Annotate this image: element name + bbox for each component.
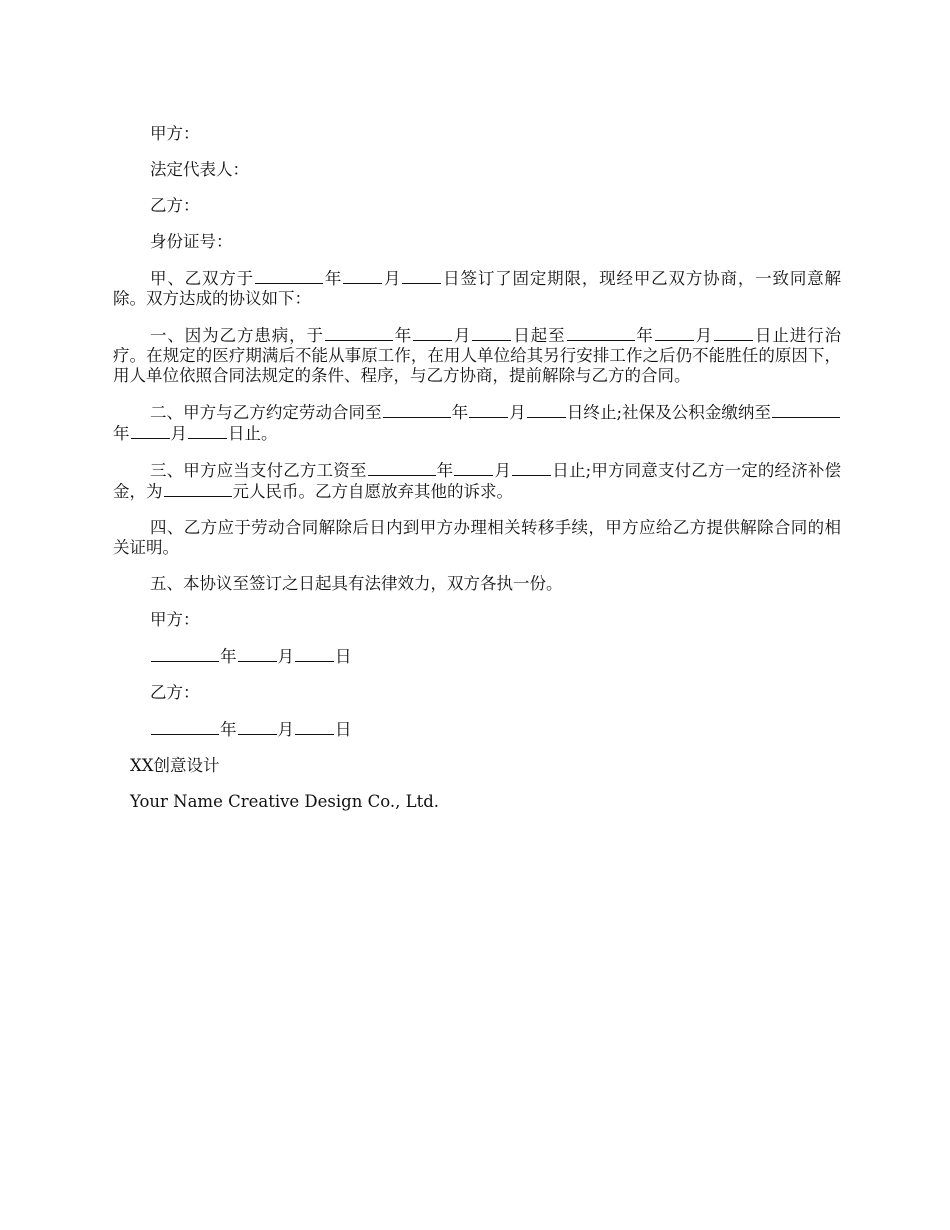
blank-day bbox=[402, 268, 441, 284]
company-name-en: Your Name Creative Design Co., Ltd. bbox=[130, 792, 440, 811]
blank-month bbox=[238, 646, 277, 662]
party-a-field: 甲方： bbox=[150, 124, 200, 143]
clause-2-text-3: 月 bbox=[509, 403, 526, 422]
blank-day bbox=[512, 460, 551, 476]
blank-year bbox=[151, 646, 219, 662]
blank-year bbox=[255, 268, 323, 284]
blank-month bbox=[655, 325, 694, 341]
clause-1-text-1: 一、因为乙方患病，于 bbox=[150, 326, 324, 345]
clause-2-text-2: 年 bbox=[451, 403, 469, 422]
legal-representative-field: 法定代表人： bbox=[150, 160, 249, 179]
clause-1-text-5: 年 bbox=[635, 326, 654, 345]
clause-1-text-3: 月 bbox=[453, 326, 472, 345]
intro-paragraph bbox=[113, 268, 841, 309]
intro-text-1: 甲、乙双方于 bbox=[150, 269, 254, 288]
clause-2-text-7: 日止。 bbox=[228, 424, 278, 443]
date-month-label: 月 bbox=[277, 720, 294, 739]
intro-text-2: 年 bbox=[324, 269, 343, 288]
party-b-field: 乙方： bbox=[150, 196, 200, 215]
date-day-label: 日 bbox=[335, 647, 352, 666]
clause-1-text-6: 月 bbox=[694, 326, 714, 345]
blank-day bbox=[714, 325, 753, 341]
date-day-label: 日 bbox=[335, 720, 352, 739]
clause-1 bbox=[113, 325, 841, 386]
blank-day bbox=[188, 423, 227, 439]
date-year-label: 年 bbox=[220, 720, 237, 739]
clause-4: 四、乙方应于劳动合同解除后日内到甲方办理相关转移手续，甲方应给乙方提供解除合同的相关证明。 bbox=[113, 518, 841, 557]
blank-day bbox=[295, 719, 334, 735]
clause-5: 五、本协议至签订之日起具有法律效力，双方各执一份。 bbox=[150, 574, 563, 593]
clause-3-text-4: 日止;甲方同意支付乙方一定的经济补偿金，为 bbox=[113, 461, 842, 501]
blank-year bbox=[325, 325, 393, 341]
intro-text-4: 日签订了固定期限，现经甲乙双方协商，一致同意解除。双方达成的协议如下： bbox=[113, 269, 842, 308]
clause-3 bbox=[113, 460, 841, 502]
signature-date-b bbox=[113, 719, 841, 740]
clause-3-text-5: 元人民币。乙方自愿放弃其他的诉求。 bbox=[232, 482, 513, 501]
clause-2-text-4: 日终止;社保及公积金缴纳至 bbox=[566, 403, 772, 422]
signature-party-b: 乙方： bbox=[150, 683, 200, 702]
blank-amount bbox=[164, 481, 232, 497]
id-number-field: 身份证号： bbox=[150, 232, 233, 251]
clause-1-text-7: 日止进行治疗。在规定的医疗期满后不能从事原工作，在用人单位给其另行安排工作之后仍不能胜任的原因下，用人单位依照合同法规定的条件、程序，与乙方协商，提前解除与乙方的合同。 bbox=[113, 326, 842, 385]
blank-year bbox=[151, 719, 219, 735]
clause-1-text-4: 日起至 bbox=[512, 326, 566, 345]
clause-3-text-2: 年 bbox=[436, 461, 454, 480]
signature-party-a: 甲方： bbox=[150, 610, 200, 629]
blank-month bbox=[238, 719, 277, 735]
clause-2-text-6: 月 bbox=[170, 424, 187, 443]
date-month-label: 月 bbox=[277, 647, 294, 666]
blank-year bbox=[368, 460, 436, 476]
clause-3-text-3: 月 bbox=[494, 461, 512, 480]
clause-2-text-5: 年 bbox=[113, 424, 130, 443]
blank-day bbox=[295, 646, 334, 662]
company-name-cn: XX创意设计 bbox=[130, 756, 220, 775]
blank-month bbox=[131, 423, 170, 439]
blank-month bbox=[454, 460, 493, 476]
blank-month bbox=[343, 268, 382, 284]
blank-month bbox=[413, 325, 452, 341]
clause-2-text-1: 二、甲方与乙方约定劳动合同至 bbox=[150, 403, 382, 422]
clause-1-text-2: 年 bbox=[393, 326, 413, 345]
date-year-label: 年 bbox=[220, 647, 237, 666]
blank-year bbox=[772, 402, 840, 418]
intro-text-3: 月 bbox=[383, 269, 402, 288]
clause-2 bbox=[113, 402, 841, 444]
blank-year bbox=[383, 402, 451, 418]
blank-day bbox=[472, 325, 511, 341]
blank-month bbox=[469, 402, 508, 418]
signature-date-a bbox=[113, 646, 841, 667]
clause-3-text-1: 三、甲方应当支付乙方工资至 bbox=[150, 461, 367, 480]
agreement-document bbox=[113, 124, 841, 828]
blank-year bbox=[567, 325, 635, 341]
blank-day bbox=[527, 402, 566, 418]
